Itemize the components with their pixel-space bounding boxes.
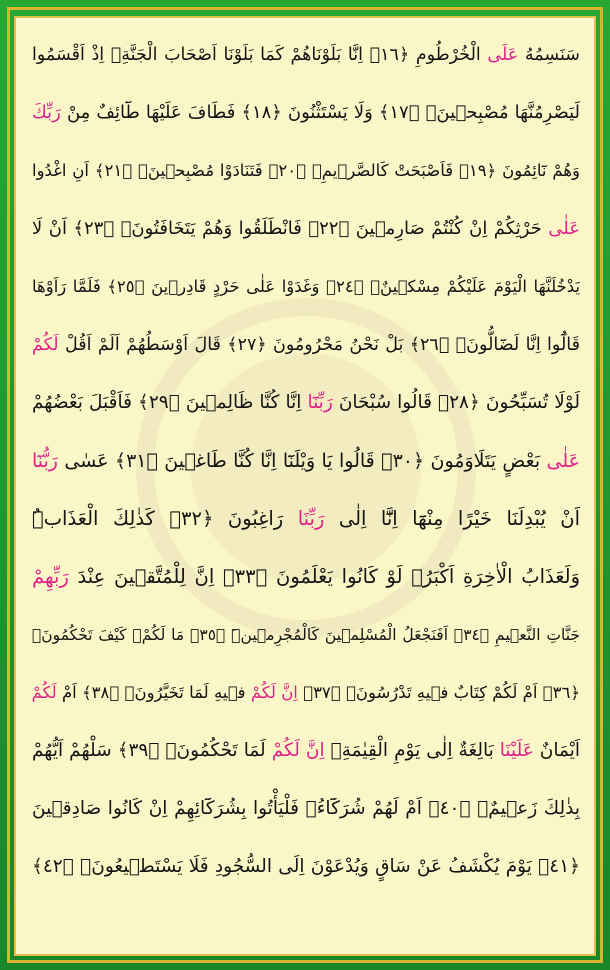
verse-line: [32, 200, 580, 258]
highlighted-word: لَكُمْ: [32, 683, 57, 702]
highlighted-word: اِنَّ لَكُمْ: [250, 683, 298, 702]
verse-line: [32, 142, 580, 200]
verse-line: [32, 316, 580, 374]
verse-text: وَلَعَذَابُ الْاٰخِرَةِ اَكْبَرُۢ لَوْ كَانُوا يَعْلَمُونَ ﴿٣٣﴾ اِنَّ لِلْمُتَّق۪ينَ عِنْدَ: [77, 565, 580, 588]
highlighted-word: لَكُمْ: [32, 335, 59, 355]
verse-text: اِنَّا كُنَّا ظَالِم۪ينَ ﴿٢٩﴾ فَاَقْبَلَ بَعْضُهُمْ: [32, 392, 302, 413]
verse-line: [32, 432, 580, 490]
verse-text: الْخُرْطُومِ ﴿١٦﴾ اِنَّا بَلَوْنَاهُمْ كَمَا بَلَوْنَا اَصْحَابَ الْجَنَّةِۚ اِذْ اَقْسَمُوا: [32, 45, 481, 65]
verse-text: يَدْخُلَنَّهَا الْيَوْمَ عَلَيْكُمْ مِسْك۪ينٌۙ ﴿٢٤﴾ وَغَدَوْا عَلٰى حَرْدٍ قَادِر۪ينَ ﴿٢٥﴾ فَلَمَّا رَاَوْهَا: [32, 277, 580, 296]
highlighted-word: رَبِّنَا: [297, 507, 325, 530]
highlighted-word: رَبِّنَٓا: [307, 392, 333, 413]
highlighted-word: عَلٰى: [546, 450, 580, 472]
highlighted-word: اِنَّ لَكُمْ: [271, 740, 325, 761]
verse-line: [32, 26, 580, 84]
verse-text: وَهُمْ نَٓائِمُونَ ﴿١٩﴾ فَاَصْبَحَتْ كَالصَّر۪يمِۙ ﴿٢٠﴾ فَتَنَادَوْا مُصْبِح۪ينَۙ ﴿٢١﴾ اَنِ اغْدُوا: [32, 161, 580, 180]
verse-line: [32, 722, 580, 780]
verse-text: ف۪يهِ لَمَا تَخَيَّرُونَۚ ﴿٣٨﴾ اَمْ: [61, 683, 246, 702]
verse-text: بَالِغَةٌ اِلٰى يَوْمِ الْقِيٰمَةِۙ: [330, 740, 494, 761]
verse-text: حَرْثِكُمْ اِنْ كُنْتُمْ صَارِم۪ينَ ﴿٢٢﴾ فَانْطَلَقُوا وَهُمْ يَتَخَافَتُونَۙ ﴿٢٣﴾ اَنْ لَا: [32, 218, 542, 239]
verse-text: اَنْ يُبْدِلَنَا خَيْرًا مِنْهَٓا اِنَّٓا اِلٰى: [338, 507, 580, 530]
highlighted-word: رَبِّكَ: [32, 102, 61, 123]
verse-text: رَاغِبُونَ ﴿٣٢﴾ كَذٰلِكَ الْعَذَابُۜ: [32, 507, 284, 530]
verse-line: [32, 374, 580, 432]
verse-line: [32, 664, 580, 722]
verse-text: لَيَصْرِمُنَّهَا مُصْبِح۪ينَۙ ﴿١٧﴾ وَلَا يَسْتَثْنُونَ ﴿١٨﴾ فَطَافَ عَلَيْهَا طَٓائِفٌ مِنْ: [66, 102, 580, 123]
verse-text: قَالُٓوا اِنَّا لَضَٓالُّونَۙ ﴿٢٦﴾ بَلْ نَحْنُ مَحْرُومُونَ ﴿٢٧﴾ قَالَ اَوْسَطُهُمْ اَلَمْ اَقُلْ: [65, 335, 580, 355]
verse-line: [32, 84, 580, 142]
verse-line: [32, 780, 580, 838]
verse-text: ﴿٤١﴾ يَوْمَ يُكْشَفُ عَنْ سَاقٍ وَيُدْعَوْنَ اِلَى السُّجُودِ فَلَا يَسْتَط۪يعُونَۙ ﴿٤٢﴾: [32, 856, 580, 877]
verse-text: لَمَا تَحْكُمُونَۚ ﴿٣٩﴾ سَلْهُمْ اَيُّهُمْ: [32, 740, 266, 761]
highlighted-word: عَلَى: [487, 45, 519, 65]
verse-text: جَنَّاتِ النَّع۪يمِ ﴿٣٤﴾ اَفَنَجْعَلُ الْمُسْلِم۪ينَ كَالْمُجْرِم۪ينَۜ ﴿٣٥﴾ مَا لَكُمْ۠ كَيْفَ تَحْكُمُونَۚ: [32, 626, 580, 644]
highlighted-word: رَبُّنَٓا: [32, 450, 58, 472]
highlighted-word: رَبِّهِمْ: [32, 565, 69, 588]
quran-page: [14, 16, 596, 956]
verse-line: [32, 606, 580, 664]
verse-text: اَيْمَانٌ: [539, 740, 580, 761]
highlighted-word: عَلٰى: [548, 218, 580, 239]
verse-line: [32, 490, 580, 548]
verse-text: ﴿٣٦﴾ اَمْ لَكُمْ كِتَابٌ ف۪يهِ تَدْرُسُونَۙ ﴿٣٧﴾: [303, 683, 580, 702]
verse-text: لَوْلَا تُسَبِّحُونَ ﴿٢٨﴾ قَالُوا سُبْحَانَ: [338, 392, 580, 413]
verse-text: بِذٰلِكَ زَع۪يمٌۚ ﴿٤٠﴾ اَمْ لَهُمْ شُرَكَٓاءُۚ فَلْيَأْتُوا بِشُرَكَٓائِهِمْ اِنْ كَانُوا صَادِق۪ينَ: [32, 798, 580, 819]
verse-text: بَعْضٍ يَتَلَاوَمُونَ ﴿٣٠﴾ قَالُوا يَا وَيْلَنَٓا اِنَّا كُنَّا طَاغ۪ينَ ﴿٣١﴾ عَسٰى: [64, 450, 541, 472]
verse-lines: [32, 26, 580, 896]
verse-line: [32, 838, 580, 896]
verse-line: [32, 548, 580, 606]
verse-text: سَنَسِمُهُ: [524, 45, 580, 65]
verse-line: [32, 258, 580, 316]
highlighted-word: عَلَيْنَا: [499, 740, 534, 761]
